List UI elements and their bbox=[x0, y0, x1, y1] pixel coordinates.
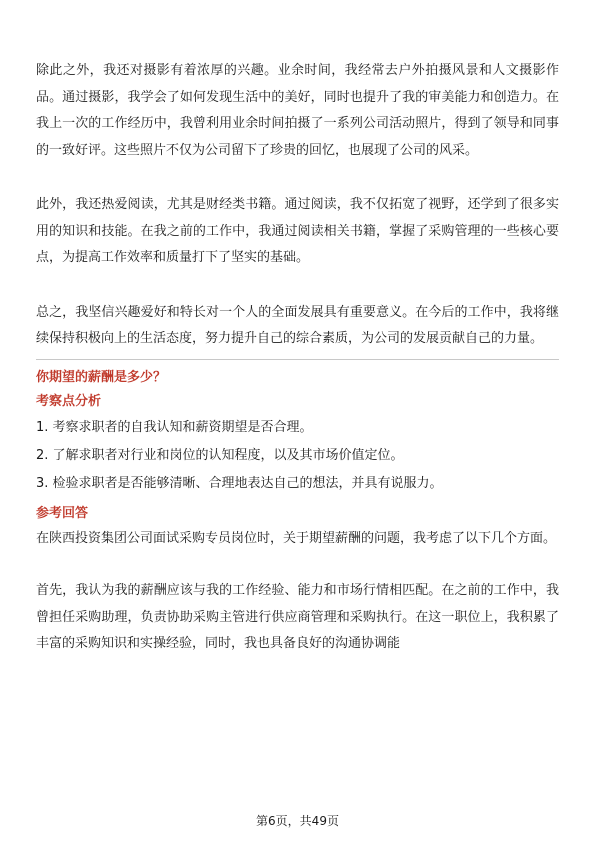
document-page bbox=[36, 58, 559, 658]
answer-paragraph: 在陕西投资集团公司面试采购专员岗位时，关于期望薪酬的问题，我考虑了以下几个方面。 bbox=[36, 530, 557, 546]
paragraph-photography: 除此之外，我还对摄影有着浓厚的兴趣。业余时间，我经常去户外拍摄风景和人文摄影作品。通过摄影，我学会了如何发现生活中的美好，同时也提升了我的审美能力和创造力。在我上一次的工作经历中，我曾利用业余时间拍摄了一系列公司活动照片，得到了领导和同事的一致好评。这些照片不仅为公司留下了珍贵的回忆，也展现了公司的风采。 bbox=[36, 63, 559, 158]
analysis-title: 考察点分析 bbox=[36, 393, 102, 409]
answer-title: 参考回答 bbox=[36, 505, 89, 521]
answer-paragraph: 首先，我认为我的薪酬应该与我的工作经验、能力和市场行情相匹配。在之前的工作中，我曾担任采购助理，负责协助采购主管进行供应商管理和采购执行。在这一职位上，我积累了丰富的采购知识和实操经验，同时，我也具备良好的沟通协调能 bbox=[36, 583, 559, 651]
analysis-item: 3. 检验求职者是否能够清晰、合理地表达自己的想法，并具有说服力。 bbox=[36, 475, 443, 491]
analysis-item: 1. 考察求职者的自我认知和薪资期望是否合理。 bbox=[36, 419, 313, 435]
page-number: 第6页，共49页 bbox=[256, 814, 339, 828]
analysis-item: 2. 了解求职者对行业和岗位的认知程度，以及其市场价值定位。 bbox=[36, 447, 404, 463]
question-title: 你期望的薪酬是多少？ bbox=[36, 369, 167, 385]
paragraph-reading: 此外，我还热爱阅读，尤其是财经类书籍。通过阅读，我不仅拓宽了视野，还学到了很多实用的知识和技能。在我之前的工作中，我通过阅读相关书籍，掌握了采购管理的一些核心要点，为提高工作效率和质量打下了坚实的基础。 bbox=[36, 197, 559, 265]
paragraph-summary: 总之，我坚信兴趣爱好和特长对一个人的全面发展具有重要意义。在今后的工作中，我将继续保持积极向上的生活态度，努力提升自己的综合素质，为公司的发展贡献自己的力量。 bbox=[36, 304, 559, 346]
section-divider bbox=[36, 359, 559, 360]
